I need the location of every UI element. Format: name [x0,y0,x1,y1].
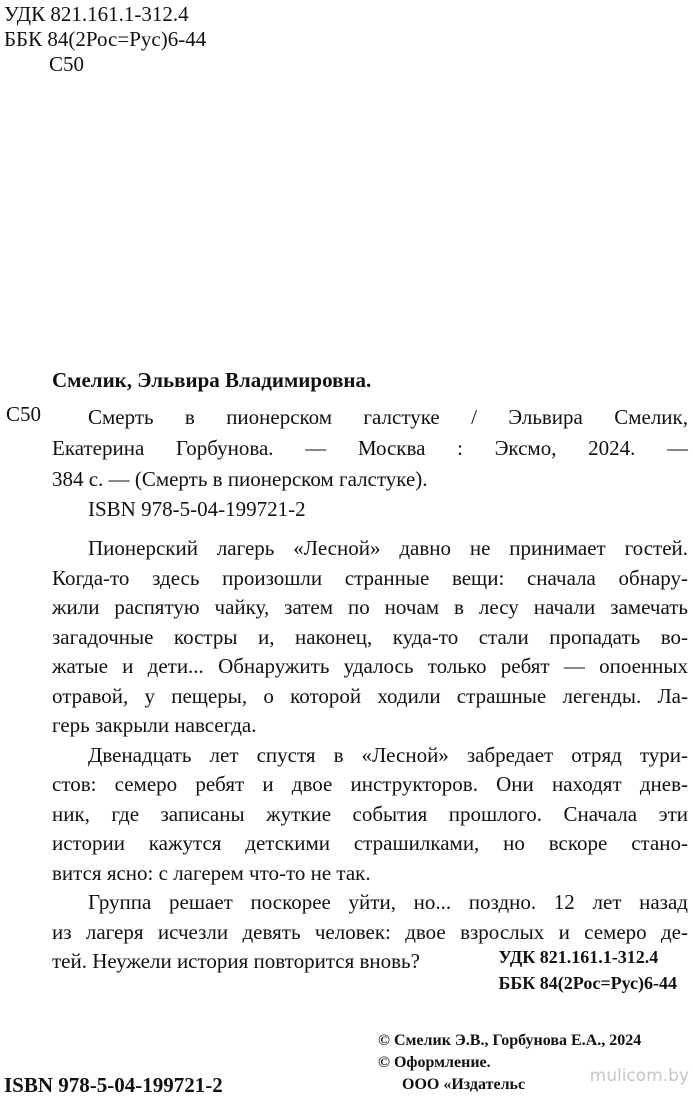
author-heading: Смелик, Эльвира Владимировна. [52,368,372,392]
udk-code: УДК 821.161.1-312.4 [4,2,189,26]
isbn: ISBN 978-5-04-199721-2 [88,497,306,521]
annotation [52,534,688,977]
biblio-line: Смерть в пионерском галстуке / Эльвира Смелик, [88,405,688,429]
copyright-line: © Смелик Э.В., Горбунова Е.А., 2024 [378,1032,642,1049]
annotation-line: Двенадцать лет спустя в «Лесной» забредает отряд тури- [88,742,688,767]
udk-code-bottom: УДК 821.161.1-312.4 [498,947,659,967]
margin-author-mark: С50 [6,402,42,426]
annotation-line: стов: семеро ребят и двое инструкторов. Они находят днев- [52,772,688,796]
isbn-bottom: ISBN 978-5-04-199721-2 [4,1073,223,1097]
annotation-line: из лагеря исчезли девять человек: двое взрослых и семеро де- [52,919,688,944]
bbk-code: ББК 84(2Рос=Рус)6-44 [4,27,207,51]
bbk-code-bottom: ББК 84(2Рос=Рус)6-44 [498,973,677,993]
annotation-line: вится ясно: с лагерем что-то не так. [52,860,371,885]
copyright-block [378,1030,641,1096]
annotation-line: герь закрыли навсегда. [52,713,257,737]
biblio-line: Екатерина Горбунова. — Москва : Эксмо, 2024. — [52,436,688,460]
bibliographic-description [52,402,688,495]
annotation-line: тей. Неужели история повторится вновь? [52,949,420,973]
copyright-line: © Оформление. [378,1054,491,1071]
top-classification-codes [4,2,206,77]
annotation-line: Когда-то здесь произошли странные вещи: сначала обнару- [52,565,688,590]
annotation-line: ник, где записаны жуткие события прошлого. Сначала эти [52,801,688,826]
watermark: mulicom.by [589,1066,689,1086]
annotation-line: истории кажутся детскими страшилками, но вскоре стано- [52,831,688,855]
biblio-line: 384 с. — (Смерть в пионерском галстуке). [52,467,428,491]
annotation-line: жатые и дети... Обнаружить удалось только ребят — опоенных [52,654,688,678]
annotation-line: Группа решает поскорее уйти, но... поздно. 12 лет назад [88,890,688,914]
annotation-line: жили распятую чайку, затем по ночам в лесу начали замечать [52,595,688,619]
author-mark: С50 [49,52,85,76]
bottom-classification-codes [498,944,677,996]
annotation-line: Пионерский лагерь «Лесной» давно не принимает гостей. [88,536,688,560]
annotation-line: отравой, у пещеры, о которой ходили страшные легенды. Ла- [52,683,688,708]
copyright-line: ООО «Издательс [402,1076,526,1093]
annotation-line: загадочные костры и, наконец, куда-то стали пропадать во- [52,624,688,649]
